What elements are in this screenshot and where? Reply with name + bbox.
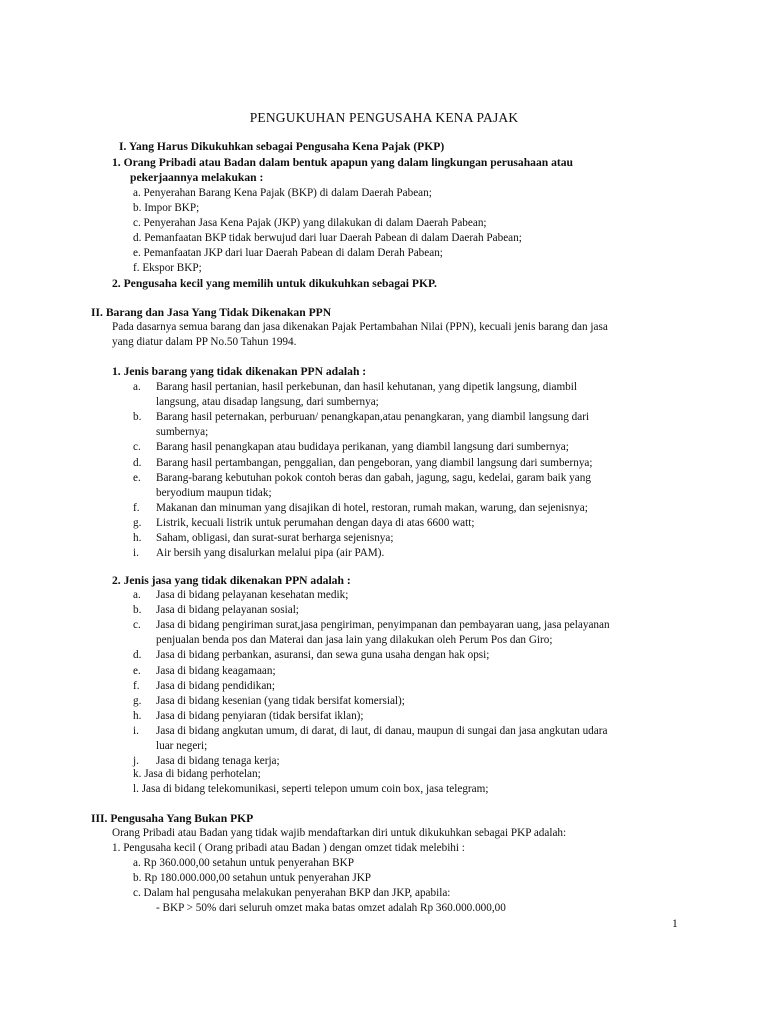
jasa-item-text: Jasa di bidang pengiriman surat,jasa pengiriman, penyimpanan dan pembayaran uang, jasa pelayanan — [156, 619, 610, 632]
section-1-sub-d: d. Pemanfaatan BKP tidak berwujud dari luar Daerah Pabean di dalam Daerah Pabean; — [133, 232, 522, 244]
section-3-heading: III. Pengusaha Yang Bukan PKP — [91, 812, 254, 825]
barang-item-text: Makanan dan minuman yang disajikan di hotel, restoran, rumah makan, warung, dan sejenisnya; — [156, 501, 588, 514]
jasa-item-marker: j. — [133, 755, 139, 768]
barang-item-marker: b. — [133, 411, 142, 424]
jasa-item-l: l. Jasa di bidang telekomunikasi, seperti telepon umum coin box, jasa telegram; — [133, 783, 489, 795]
barang-item-text: Listrik, kecuali listrik untuk perumahan dengan daya di atas 6600 watt; — [156, 516, 475, 529]
jasa-item-text: Jasa di bidang pelayanan sosial; — [156, 604, 299, 617]
barang-item-text-continued: beryodium maupun tidak; — [156, 486, 272, 499]
section-1-heading: I. Yang Harus Dikukuhkan sebagai Pengusaha Kena Pajak (PKP) — [119, 140, 445, 153]
section-1-item-1-line-1: 1. Orang Pribadi atau Badan dalam bentuk apapun yang dalam lingkungan perusahaan atau — [112, 156, 573, 169]
jasa-item-text-continued: luar negeri; — [156, 740, 208, 752]
section-1-item-2: 2. Pengusaha kecil yang memilih untuk dikukuhkan sebagai PKP. — [112, 277, 437, 290]
section-2-intro-line-1: Pada dasarnya semua barang dan jasa dikenakan Pajak Pertambahan Nilai (PPN), kecuali jenis barang dan jasa — [112, 321, 608, 333]
section-1-sub-a: a. Penyerahan Barang Kena Pajak (BKP) di dalam Daerah Pabean; — [133, 187, 432, 199]
barang-item-text: Barang hasil peternakan, perburuan/ penangkapan,atau penangkaran, yang diambil langsung dari — [156, 411, 590, 424]
barang-item-text: Barang hasil pertambangan, penggalian, dan pengeboran, yang diambil langsung dari sumbernya; — [156, 456, 593, 469]
barang-item-marker: d. — [133, 456, 142, 469]
jasa-item-text: Jasa di bidang penyiaran (tidak bersifat iklan); — [156, 709, 364, 722]
barang-item-text-continued: langsung, atau disadap langsung, dari sumbernya; — [156, 396, 379, 409]
section-1-sub-b: b. Impor BKP; — [133, 202, 200, 214]
barang-heading: 1. Jenis barang yang tidak dikenakan PPN adalah : — [112, 365, 367, 378]
section-1-sub-e: e. Pemanfaatan JKP dari luar Daerah Pabean di dalam Derah Pabean; — [133, 247, 443, 259]
jasa-heading: 2. Jenis jasa yang tidak dikenakan PPN adalah : — [112, 574, 351, 587]
jasa-item-text: Jasa di bidang angkutan umum, di darat, di laut, di danau, maupun di sungai dan jasa angkutan udara — [156, 724, 608, 737]
jasa-item-marker: f. — [133, 679, 140, 692]
jasa-item-marker: a. — [133, 589, 141, 601]
barang-item-marker: c. — [133, 441, 141, 454]
page-title: PENGUKUHAN PENGUSAHA KENA PAJAK — [249, 110, 519, 125]
barang-item-marker: g. — [133, 516, 142, 529]
section-3-item-1: 1. Pengusaha kecil ( Orang pribadi atau Badan ) dengan omzet tidak melebihi : — [112, 842, 465, 854]
section-3-sub-c: c. Dalam hal pengusaha melakukan penyerahan BKP dan JKP, apabila: — [133, 887, 451, 899]
section-1-item-1-line-2: pekerjaannya melakukan : — [130, 171, 264, 184]
jasa-item-marker: d. — [133, 649, 142, 662]
jasa-item-marker: e. — [133, 664, 141, 677]
barang-item-marker: f. — [133, 501, 140, 514]
section-1-item-1 — [112, 155, 672, 170]
jasa-item-text: Jasa di bidang pelayanan kesehatan medik; — [156, 589, 349, 601]
jasa-item-marker: c. — [133, 619, 141, 632]
jasa-item-k: k. Jasa di bidang perhotelan; — [133, 768, 261, 780]
barang-item-marker: e. — [133, 471, 141, 484]
jasa-item-text: Jasa di bidang perbankan, asuransi, dan sewa guna usaha dengan hak opsi; — [156, 649, 490, 662]
section-2-heading: II. Barang dan Jasa Yang Tidak Dikenakan PPN — [91, 306, 332, 319]
barang-item-marker: i. — [133, 547, 139, 560]
jasa-item-marker: g. — [133, 694, 142, 707]
barang-item-text-continued: sumbernya; — [156, 426, 209, 439]
jasa-item-text: Jasa di bidang kesenian (yang tidak bersifat komersial); — [156, 694, 405, 707]
section-2-intro — [112, 320, 674, 335]
barang-item-text: Air bersih yang disalurkan melalui pipa (air PAM). — [156, 547, 385, 560]
barang-item-text: Barang hasil penangkapan atau budidaya perikanan, yang diambil langsung dari sumbernya; — [156, 441, 569, 454]
jasa-item-marker: h. — [133, 709, 142, 722]
section-3-sub-b: b. Rp 180.000.000,00 setahun untuk penyerahan JKP — [133, 872, 372, 884]
section-2-intro-line-2: yang diatur dalam PP No.50 Tahun 1994. — [112, 336, 297, 348]
page-number: 1 — [672, 918, 678, 930]
jasa-item-text: Jasa di bidang keagamaan; — [156, 664, 276, 677]
jasa-item-marker: i. — [133, 724, 139, 737]
barang-item-marker: h. — [133, 532, 142, 544]
jasa-item-text: Jasa di bidang tenaga kerja; — [156, 755, 280, 768]
barang-item-text: Barang-barang kebutuhan pokok contoh beras dan gabah, jagung, sagu, kedelai, garam baik yang — [156, 471, 591, 484]
section-3-subsub: - BKP > 50% dari seluruh omzet maka batas omzet adalah Rp 360.000.000,00 — [156, 902, 506, 914]
barang-item-marker: a. — [133, 381, 141, 393]
section-1-sub-f: f. Ekspor BKP; — [133, 262, 202, 274]
jasa-item-text-continued: penjualan benda pos dan Materai dan jasa lain yang dilakukan oleh Perum Pos dan Giro; — [156, 634, 553, 647]
jasa-item-marker: b. — [133, 604, 142, 617]
barang-item-text: Saham, obligasi, dan surat-surat berharga sejenisnya; — [156, 532, 394, 544]
barang-item-text: Barang hasil pertanian, hasil perkebunan, dan hasil kehutanan, yang dipetik langsung, diambil — [156, 381, 577, 393]
section-3-sub-a: a. Rp 360.000,00 setahun untuk penyerahan BKP — [133, 857, 354, 869]
section-1-sub-c: c. Penyerahan Jasa Kena Pajak (JKP) yang dilakukan di dalam Daerah Pabean; — [133, 217, 487, 229]
jasa-item-text: Jasa di bidang pendidikan; — [156, 679, 275, 692]
section-3-intro: Orang Pribadi atau Badan yang tidak wajib mendaftarkan diri untuk dikukuhkan sebagai PKP adalah: — [112, 827, 567, 839]
